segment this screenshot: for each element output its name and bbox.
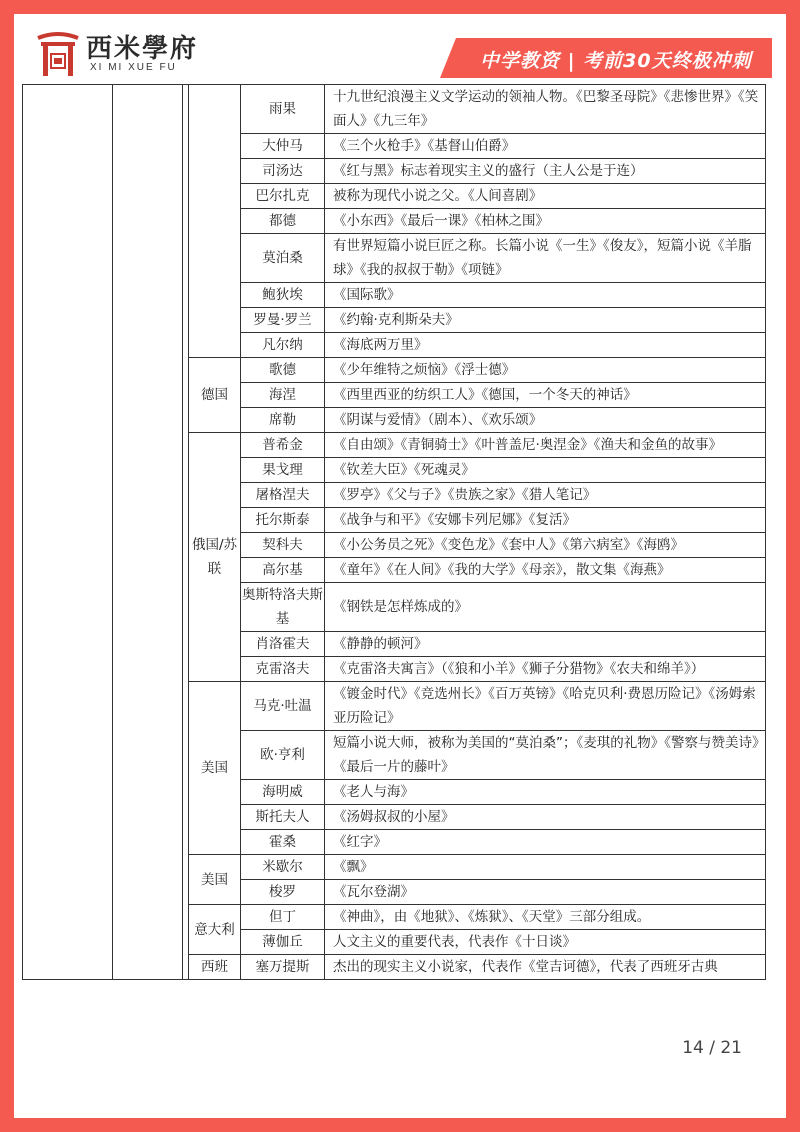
country-cell: 西班: [189, 955, 241, 980]
works-cell: 《红字》: [325, 830, 766, 855]
works-cell: 《克雷洛夫寓言》（《狼和小羊》《狮子分猎物》《农夫和绵羊》）: [325, 657, 766, 682]
blank-column-2: [113, 85, 183, 980]
author-cell: 薄伽丘: [241, 930, 325, 955]
header-banner: [440, 38, 772, 78]
author-cell: 鲍狄埃: [241, 283, 325, 308]
works-cell: 《钦差大臣》《死魂灵》: [325, 458, 766, 483]
works-cell: 有世界短篇小说巨匠之称。长篇小说《一生》《俊友》，短篇小说《羊脂球》《我的叔叔于勒》《项链》: [325, 234, 766, 283]
works-cell: 《自由颂》《青铜骑士》《叶普盖尼·奥涅金》《渔夫和金鱼的故事》: [325, 433, 766, 458]
works-cell: 《战争与和平》《安娜卡列尼娜》《复活》: [325, 508, 766, 533]
logo-gate-icon: [36, 30, 80, 78]
author-cell: 大仲马: [241, 134, 325, 159]
author-cell: 果戈理: [241, 458, 325, 483]
works-cell: 《瓦尔登湖》: [325, 880, 766, 905]
author-cell: 屠格涅夫: [241, 483, 325, 508]
works-cell: 《汤姆叔叔的小屋》: [325, 805, 766, 830]
page-number: 14 / 21: [682, 1038, 742, 1058]
author-cell: 巴尔扎克: [241, 184, 325, 209]
author-cell: 奥斯特洛夫斯基: [241, 583, 325, 632]
works-cell: 《神曲》，由《地狱》、《炼狱》、《天堂》三部分组成。: [325, 905, 766, 930]
works-cell: 《小公务员之死》《变色龙》《套中人》《第六病室》《海鸥》: [325, 533, 766, 558]
country-cell: 美国: [189, 682, 241, 855]
country-cell: 美国: [189, 855, 241, 905]
author-cell: 雨果: [241, 85, 325, 134]
works-cell: 《西里西亚的纺织工人》《德国，一个冬天的神话》: [325, 383, 766, 408]
works-cell: 《镀金时代》《竞选州长》《百万英镑》《哈克贝利·费恩历险记》《汤姆索亚历险记》: [325, 682, 766, 731]
author-cell: 托尔斯泰: [241, 508, 325, 533]
author-cell: 歌德: [241, 358, 325, 383]
works-cell: 《国际歌》: [325, 283, 766, 308]
author-cell: 马克·吐温: [241, 682, 325, 731]
works-cell: 短篇小说大师，被称为美国的“莫泊桑”；《麦琪的礼物》《警察与赞美诗》《最后一片的藤叶》: [325, 731, 766, 780]
author-cell: 席勒: [241, 408, 325, 433]
works-cell: 《少年维特之烦恼》《浮士德》: [325, 358, 766, 383]
works-cell: 《三个火枪手》《基督山伯爵》: [325, 134, 766, 159]
works-cell: 《老人与海》: [325, 780, 766, 805]
author-cell: 契科夫: [241, 533, 325, 558]
author-cell: 克雷洛夫: [241, 657, 325, 682]
author-cell: 凡尔纳: [241, 333, 325, 358]
author-cell: 海明威: [241, 780, 325, 805]
works-cell: 被称为现代小说之父。《人间喜剧》: [325, 184, 766, 209]
works-cell: 《钢铁是怎样炼成的》: [325, 583, 766, 632]
works-cell: 《约翰·克利斯朵夫》: [325, 308, 766, 333]
works-cell: 《阴谋与爱情》（剧本）、《欢乐颂》: [325, 408, 766, 433]
works-cell: 人文主义的重要代表，代表作《十日谈》: [325, 930, 766, 955]
author-cell: 罗曼·罗兰: [241, 308, 325, 333]
logo-subtitle: XI MI XUE FU: [90, 62, 177, 73]
author-cell: 普希金: [241, 433, 325, 458]
works-cell: 杰出的现实主义小说家，代表作《堂吉诃德》，代表了西班牙古典: [325, 955, 766, 980]
works-cell: 《红与黑》标志着现实主义的盛行（主人公是于连）: [325, 159, 766, 184]
works-cell: 十九世纪浪漫主义文学运动的领袖人物。《巴黎圣母院》《悲惨世界》《笑面人》《九三年》: [325, 85, 766, 134]
author-cell: 海涅: [241, 383, 325, 408]
author-cell: 霍桑: [241, 830, 325, 855]
literature-table: [22, 84, 766, 980]
author-cell: 梭罗: [241, 880, 325, 905]
author-cell: 但丁: [241, 905, 325, 930]
author-cell: 肖洛霍夫: [241, 632, 325, 657]
author-cell: 都德: [241, 209, 325, 234]
author-cell: 欧·亨利: [241, 731, 325, 780]
blank-column-1: [23, 85, 113, 980]
works-cell: 《静静的顿河》: [325, 632, 766, 657]
table-row: [23, 85, 766, 134]
banner-text: 中学教资 | 考前30天终极冲刺: [480, 50, 752, 72]
author-cell: 斯托夫人: [241, 805, 325, 830]
country-cell: 俄国/苏联: [189, 433, 241, 682]
author-cell: 司汤达: [241, 159, 325, 184]
works-cell: 《海底两万里》: [325, 333, 766, 358]
works-cell: 《飘》: [325, 855, 766, 880]
works-cell: 《罗亭》《父与子》《贵族之家》《猎人笔记》: [325, 483, 766, 508]
author-cell: 高尔基: [241, 558, 325, 583]
author-cell: 莫泊桑: [241, 234, 325, 283]
author-cell: 塞万提斯: [241, 955, 325, 980]
works-cell: 《童年》《在人间》《我的大学》《母亲》，散文集《海燕》: [325, 558, 766, 583]
logo-title: 西米學府: [86, 34, 199, 64]
country-cell: 德国: [189, 358, 241, 433]
works-cell: 《小东西》《最后一课》《柏林之围》: [325, 209, 766, 234]
country-cell: 意大利: [189, 905, 241, 955]
country-cell: [189, 85, 241, 358]
author-cell: 米歇尔: [241, 855, 325, 880]
